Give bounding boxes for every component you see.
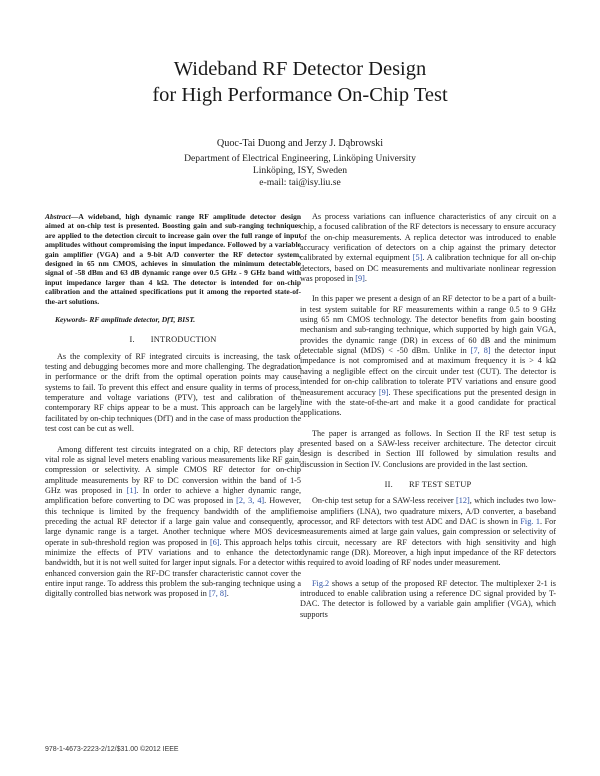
citation[interactable]: [9] <box>355 274 365 284</box>
affiliation-department: Department of Electrical Engineering, Linköping University <box>184 153 416 164</box>
citation[interactable]: [7, 8] <box>470 346 491 356</box>
copyright-footer: 978-1-4673-2223-2/12/$31.00 ©2012 IEEE <box>45 746 179 753</box>
rf-setup-paragraph-2: Fig.2 shows a setup of the proposed RF detector. The multiplexer 2-1 is introduced to enable calibration using a reference DC signal provided by T-DAC. The detector is followed by a variable gain amplifier (VGA), which supports <box>300 578 556 619</box>
figure-2-link[interactable]: Fig.2 <box>312 578 330 588</box>
paper-title <box>0 56 600 108</box>
abstract <box>45 212 301 306</box>
rf-setup-paragraph-1: On-chip test setup for a SAW-less receiver [12], which includes two low-noise amplifiers (LNA), two quadrature mixers, A/D converter, a baseband processor, and RF detectors with test ADC and DAC is shown in Fig. 1. For measurements aimed at large gain values, gain compression or selectivity of this circuit, necessary are RF detectors with high sensitivity and high dynamic range (DR). Moreover, a high input impedance of the RF detectors is required to avoid loading of RF nodes under measurement. <box>300 496 557 568</box>
author-block <box>0 138 600 189</box>
title-line-2: for High Performance On-Chip Test <box>152 84 448 106</box>
citation[interactable]: [2, 3, 4] <box>236 496 265 506</box>
section-heading-introduction: I. INTRODUCTION <box>129 335 217 345</box>
affiliation-location: Linköping, ISY, Sweden <box>252 165 348 176</box>
section-heading-rf-test-setup: II. RF TEST SETUP <box>384 479 472 489</box>
left-column <box>45 212 301 610</box>
citation[interactable]: [6] <box>209 537 220 547</box>
right-column <box>300 212 556 630</box>
citation[interactable]: [1] <box>126 485 137 495</box>
abstract-lead: Abstract <box>45 212 71 221</box>
intro-paragraph-2: Among different test circuits integrated on a chip, RF detectors play a vital role as signal level meters enabling various measurements like RF gain, compression or selectivity. A simple CMOS RF detector for on-chip amplitude measurements by RF to DC conversion within the band of 1-5 GHz was proposed in [1]. In order to achieve a higher dynamic range, amplification before converting to DC was proposed in [2, 3, 4]. However, this technique is limited by the frequency bandwidth of the amplifier preceding the actual RF detector if a large gain value and consequently, a large dynamic range is a target. Another technique where MOS devices operate in sub-threshold region was proposed in [6]. This approach helps to minimize the effects of PTV variations and to enhance the detector bandwidth, but it is not well suited for larger input signals. For a detector with enhanced conversion gain the RF-DC transfer characteristic cannot cover the entire input range. To address this problem the sub-ranging technique using a digitally controlled bias network was proposed in [7, 8]. <box>45 444 302 599</box>
citation[interactable]: [9] <box>378 387 389 397</box>
citation[interactable]: [12] <box>456 496 470 506</box>
intro-paragraph-4: In this paper we present a design of an RF detector to be a part of a built-in test system suitable for RF measurements within a range 0.5 to 9 GHz using 65 nm CMOS technology. The detector benefits from gain boosting mechanism and sub-ranging technique, which supported by high gain VGA, provides the dynamic range (DR) in excess of 60 dB and the minimum detectable signal (MDS) < -50 dBm. Unlike in [7, 8] the detector input impedance is not compromised and at maximum frequency it is > 4 kΩ having a negligible effect on the circuit under test (CUT). The detector is intended for on-chip calibration to tolerate PTV variations and ensure good measurement accuracy [9]. These specifications put the presented design in line with the state-of-the-art and make it a good candidate for practical applications. <box>300 294 557 418</box>
intro-paragraph-5: The paper is arranged as follows. In Section II the RF test setup is presented based on a SAW-less receiver architecture. The detector circuit design is described in Section III followed by simulation results and discussion in Section IV. Conclusions are provided in the last section. <box>300 428 556 469</box>
author-email[interactable]: e-mail: tai@isy.liu.se <box>259 177 341 188</box>
title-line-1: Wideband RF Detector Design <box>173 58 427 80</box>
citation[interactable]: [5] <box>412 253 423 263</box>
author-names: Quoc-Tai Duong and Jerzy J. Dąbrowski <box>216 138 384 149</box>
intro-paragraph-3: As process variations can influence characteristics of any circuit on a chip, a focused calibration of the RF detectors is necessary to ensure accuracy of the on-chip measurements. A replica detector was introduced to enable accuracy verification of detectors on a chip against the primary detector calibrated by external equipment [5]. A calibration technique for all on-chip detectors, based on DC measurements and multivariate nonlinear regression was proposed in [9]. <box>300 212 556 284</box>
citation[interactable]: [7, 8] <box>208 589 227 599</box>
figure-1-link[interactable]: Fig. 1 <box>520 516 541 526</box>
keywords: Keywords- RF amplitude detector, DfT, BIST. <box>55 315 196 325</box>
abstract-text: —A wideband, high dynamic range RF amplitude detector design aimed at on-chip test is presented. Boosting gain and sub-ranging techniques are applied to the detection circuit to increase gain over the full range of input amplitudes without compromising the input impedance. Followed by a variable gain amplifier (VGA) and a 9-bit A/D converter the RF detector system, designed in 65 nm CMOS, achieves in simulation the minimum detectable signal of -58 dBm and 63 dB dynamic range over 0.5 GHz - 9 GHz band with input impedance larger than 4 kΩ. The detector is intended for on-chip calibration and the attained specifications put it among the reported state-of-the-art solutions. <box>45 212 301 306</box>
intro-paragraph-1: As the complexity of RF integrated circuits is increasing, the task of testing and debugging becomes more and more challenging. The degradation in performance or the drift from the optimal operation points may cause systems to fail. To prevent this effect and ensure quality in terms of process, temperature and voltage variations (PTV), test and calibration of the contemporary RF chips appear to be a must. This approach can be largely facilitated by on-chip techniques (DfT) and in the case of mass production the test cost can be cut as well. <box>45 351 301 434</box>
